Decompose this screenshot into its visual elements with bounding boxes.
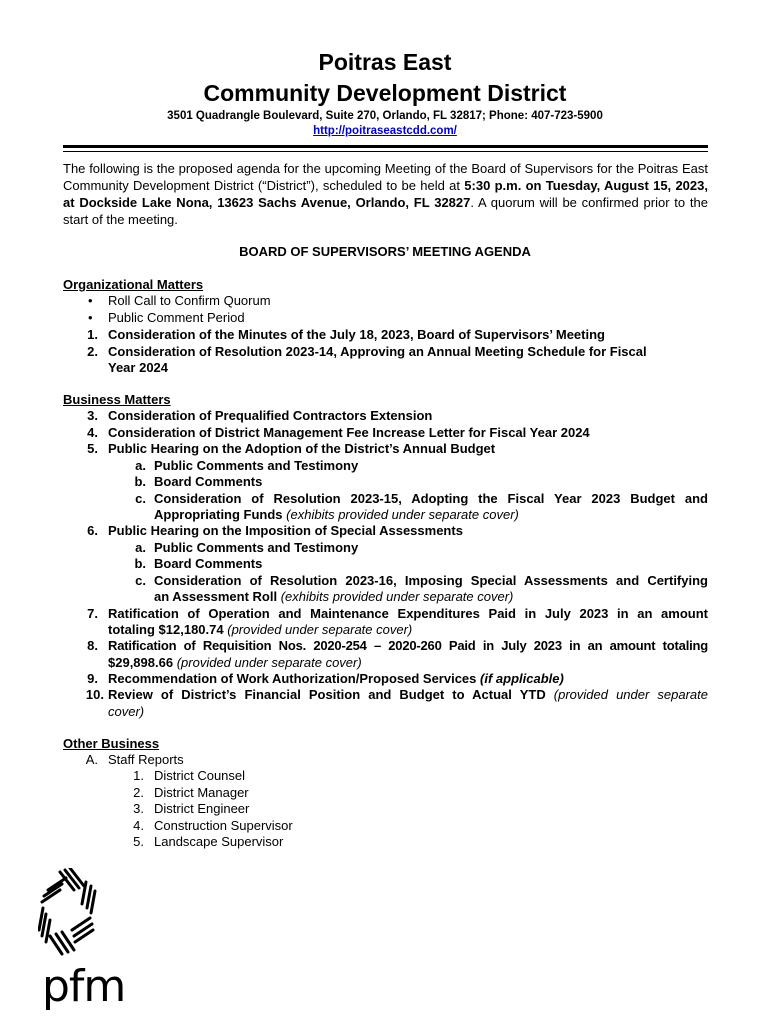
section-other-business: Other Business bbox=[63, 736, 160, 751]
sub-item-letter: c. bbox=[135, 573, 146, 588]
sub-item-note: (exhibits provided under separate cover) bbox=[286, 507, 519, 522]
meeting-details: 5:30 p.m. on Tuesday, August 15, 2023, at Dockside Lake Nona, 13623 Sachs Avenue, Orlando, FL 32827 bbox=[63, 178, 708, 210]
intro-paragraph bbox=[63, 160, 708, 228]
sub-item: Public Comments and Testimony bbox=[154, 458, 359, 473]
item-note: (provided under separate bbox=[553, 687, 708, 702]
sub-item-letter: b. bbox=[134, 474, 146, 489]
agenda-item-9 bbox=[108, 671, 564, 687]
district-name: Poitras East bbox=[318, 49, 452, 75]
item-number: 5. bbox=[87, 441, 98, 456]
section-business-matters: Business Matters bbox=[63, 392, 171, 407]
item-text: Recommendation of Work Authorization/Proposed Services bbox=[108, 671, 477, 686]
agenda-item-8: Ratification of Requisition Nos. 2020-254 – 2020-260 Paid in July 2023 in an amount totaling bbox=[108, 638, 708, 653]
pfm-logo-mark bbox=[38, 868, 98, 963]
district-subtitle: Community Development District bbox=[203, 80, 567, 106]
item-text: $29,898.66 bbox=[108, 655, 174, 670]
sub-item: Public Comments and Testimony bbox=[154, 540, 359, 555]
agenda-item-2: Consideration of Resolution 2023-14, Approving an Annual Meeting Schedule for Fiscal bbox=[108, 344, 647, 359]
item-number: 10. bbox=[85, 687, 104, 702]
item-number: 2. bbox=[87, 344, 98, 359]
agenda-item-2-cont: Year 2024 bbox=[108, 360, 169, 375]
item-note: (provided under separate cover) bbox=[176, 655, 362, 670]
agenda-item-10 bbox=[108, 687, 708, 703]
list-item: Public Comment Period bbox=[108, 310, 245, 325]
agenda-item-10-cont: cover) bbox=[108, 704, 145, 719]
item-text: totaling $12,180.74 bbox=[108, 622, 224, 637]
agenda-heading: BOARD OF SUPERVISORS’ MEETING AGENDA bbox=[239, 244, 531, 259]
report-item: District Manager bbox=[154, 785, 249, 800]
agenda-item-7-cont bbox=[108, 622, 412, 638]
item-number: 9. bbox=[87, 671, 98, 686]
item-number: 6. bbox=[87, 523, 98, 538]
item-text: Review of District’s Financial Position and Budget to Actual YTD bbox=[108, 687, 546, 702]
sub-item-text: Appropriating Funds bbox=[154, 507, 283, 522]
agenda-item-3: Consideration of Prequalified Contractors Extension bbox=[108, 408, 433, 423]
item-number: 8. bbox=[87, 638, 98, 653]
item-number: 4. bbox=[87, 425, 98, 440]
sub-item-text: an Assessment Roll bbox=[154, 589, 278, 604]
pfm-logo-text: pfm bbox=[42, 961, 126, 1012]
agenda-item-4: Consideration of District Management Fee Increase Letter for Fiscal Year 2024 bbox=[108, 425, 590, 440]
report-number: 5. bbox=[133, 834, 144, 849]
intro-text-end: . A quorum will be confirmed prior to the start of the meeting. bbox=[63, 195, 708, 227]
item-number: 1. bbox=[87, 327, 98, 342]
report-number: 4. bbox=[133, 818, 144, 833]
bullet-icon: • bbox=[88, 293, 93, 308]
sub-item-cont bbox=[154, 589, 513, 605]
intro-text: The following is the proposed agenda for the upcoming Meeting of the Board of Supervisors for the Poitras East Community Development District (“District”), scheduled to be held at bbox=[63, 161, 708, 193]
report-item: Construction Supervisor bbox=[154, 818, 293, 833]
agenda-item-7: Ratification of Operation and Maintenance Expenditures Paid in July 2023 in an amount bbox=[108, 606, 708, 621]
district-website-link[interactable]: http://poitraseastcdd.com/ bbox=[313, 125, 457, 137]
item-number: 3. bbox=[87, 408, 98, 423]
item-number: 7. bbox=[87, 606, 98, 621]
bullet-icon: • bbox=[88, 310, 93, 325]
sub-item-letter: c. bbox=[135, 491, 146, 506]
report-item: District Counsel bbox=[154, 768, 246, 783]
section-organizational-matters: Organizational Matters bbox=[63, 277, 204, 292]
item-note: (if applicable) bbox=[480, 671, 564, 686]
header-rule-thick bbox=[63, 145, 708, 148]
report-number: 3. bbox=[133, 801, 144, 816]
agenda-item-1: Consideration of the Minutes of the July 18, 2023, Board of Supervisors’ Meeting bbox=[108, 327, 605, 342]
sub-item-cont bbox=[154, 507, 519, 523]
report-number: 2. bbox=[133, 785, 144, 800]
report-item: Landscape Supervisor bbox=[154, 834, 284, 849]
list-item: Roll Call to Confirm Quorum bbox=[108, 293, 271, 308]
sub-item-letter: b. bbox=[134, 556, 146, 571]
district-address: 3501 Quadrangle Boulevard, Suite 270, Orlando, FL 32817; Phone: 407-723-5900 bbox=[167, 110, 603, 122]
sub-item: Board Comments bbox=[154, 556, 263, 571]
sub-item-letter: a. bbox=[135, 458, 146, 473]
sub-item-letter: a. bbox=[135, 540, 146, 555]
item-letter: A. bbox=[85, 752, 98, 767]
header-rule-thin bbox=[63, 151, 708, 152]
agenda-item-6: Public Hearing on the Imposition of Special Assessments bbox=[108, 523, 463, 538]
agenda-item-8-cont bbox=[108, 655, 362, 671]
sub-item-note: (exhibits provided under separate cover) bbox=[280, 589, 514, 604]
sub-item: Consideration of Resolution 2023-16, Imposing Special Assessments and Certifying bbox=[154, 573, 708, 588]
report-item: District Engineer bbox=[154, 801, 250, 816]
sub-item: Board Comments bbox=[154, 474, 263, 489]
item-note: (provided under separate cover) bbox=[227, 622, 413, 637]
pfm-logo-icon bbox=[38, 868, 98, 958]
sub-item: Consideration of Resolution 2023-15, Adopting the Fiscal Year 2023 Budget and bbox=[154, 491, 708, 506]
agenda-item-5: Public Hearing on the Adoption of the District’s Annual Budget bbox=[108, 441, 496, 456]
staff-reports: Staff Reports bbox=[108, 752, 184, 767]
report-number: 1. bbox=[133, 768, 144, 783]
